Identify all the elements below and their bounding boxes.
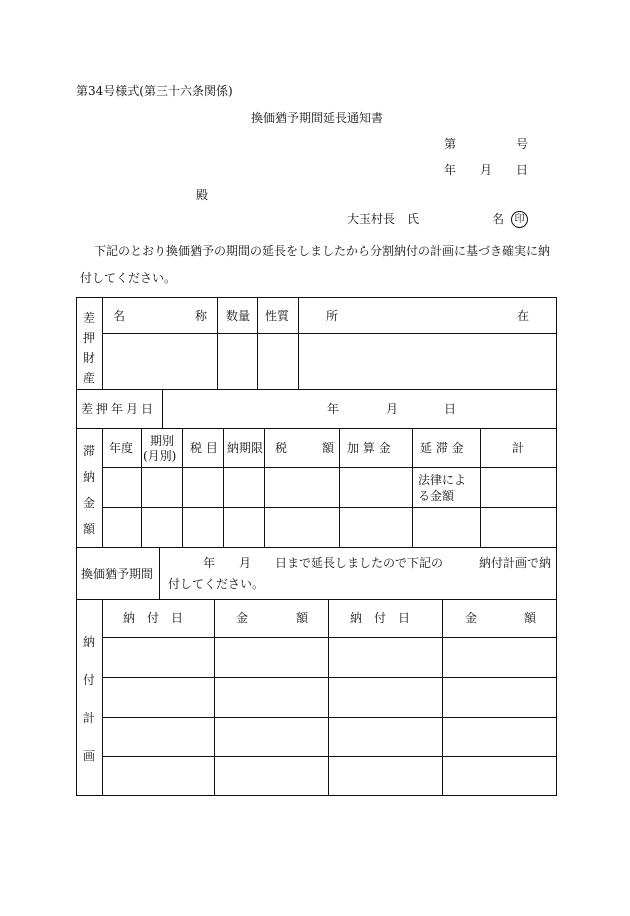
- period-header-2: (月別): [143, 449, 177, 463]
- legal-amount-1: 法律によ: [418, 473, 467, 487]
- tax-amount-header-1: 税: [275, 441, 288, 455]
- extension-label: 換価猶予期間: [81, 567, 154, 581]
- issue-date-year: 年: [444, 163, 457, 177]
- amount-header-2b: 額: [524, 611, 537, 625]
- tax-item-header: 税 目: [190, 441, 218, 455]
- mayor-name: 大玉村長 氏: [347, 212, 420, 226]
- issue-date-month: 月: [480, 163, 493, 177]
- fiscal-year-header: 年度: [109, 441, 134, 455]
- seizure-date-day: 日: [444, 402, 457, 416]
- form-number: 第34号様式(第三十六条関係): [76, 84, 233, 98]
- extension-month: 月: [239, 556, 252, 570]
- delinquency-header: 延 滞 金: [420, 441, 464, 455]
- issue-number-dai: 第: [444, 137, 457, 151]
- total-header: 計: [512, 441, 525, 455]
- amount-header-1b: 額: [296, 611, 309, 625]
- name-header-1: 名: [113, 309, 126, 323]
- name-header-2: 称: [195, 309, 208, 323]
- tax-amount-header-2: 額: [322, 441, 335, 455]
- pay-date-header-1: 納 付 日: [123, 611, 184, 625]
- amount-header-2a: 金: [465, 611, 478, 625]
- seized-property-label: 差 押 財 産: [82, 311, 95, 385]
- seizure-date-year: 年: [327, 402, 340, 416]
- mayor-mei: 名: [492, 212, 505, 226]
- pay-date-header-2: 納 付 日: [350, 611, 411, 625]
- addition-header: 加 算 金: [347, 441, 391, 455]
- seal-icon: 印: [511, 211, 528, 228]
- deadline-header: 納期限: [227, 441, 264, 455]
- addressee-dono: 殿: [196, 188, 209, 202]
- extension-text-2: 納付計画で納: [479, 556, 552, 570]
- issue-number-go: 号: [516, 137, 529, 151]
- issue-date-day: 日: [516, 163, 529, 177]
- payment-plan-label: 納 付 計 画: [82, 635, 95, 763]
- period-header-1: 期別: [150, 434, 175, 448]
- extension-year: 年: [203, 556, 216, 570]
- seizure-date-label: 差押年月日: [81, 402, 157, 416]
- body-text-line-1: 下記のとおり換価猶予の期間の延長をしましたから分割納付の計画に基づき確実に納: [94, 244, 551, 258]
- legal-amount-2: る金額: [418, 489, 455, 503]
- location-header-1: 所: [326, 309, 339, 323]
- quantity-header: 数量: [226, 309, 251, 323]
- arrears-label: 滞 納 金 額: [82, 444, 95, 536]
- extension-text-1: 日まで延長しましたので下記の: [275, 556, 444, 570]
- extension-text-3: 付してください。: [168, 577, 265, 591]
- body-text-line-2: 付してください。: [80, 271, 177, 285]
- amount-header-1a: 金: [236, 611, 249, 625]
- location-header-2: 在: [517, 309, 530, 323]
- nature-header: 性質: [265, 309, 290, 323]
- document-title: 換価猶予期間延長通知書: [251, 111, 384, 125]
- seizure-date-month: 月: [386, 402, 399, 416]
